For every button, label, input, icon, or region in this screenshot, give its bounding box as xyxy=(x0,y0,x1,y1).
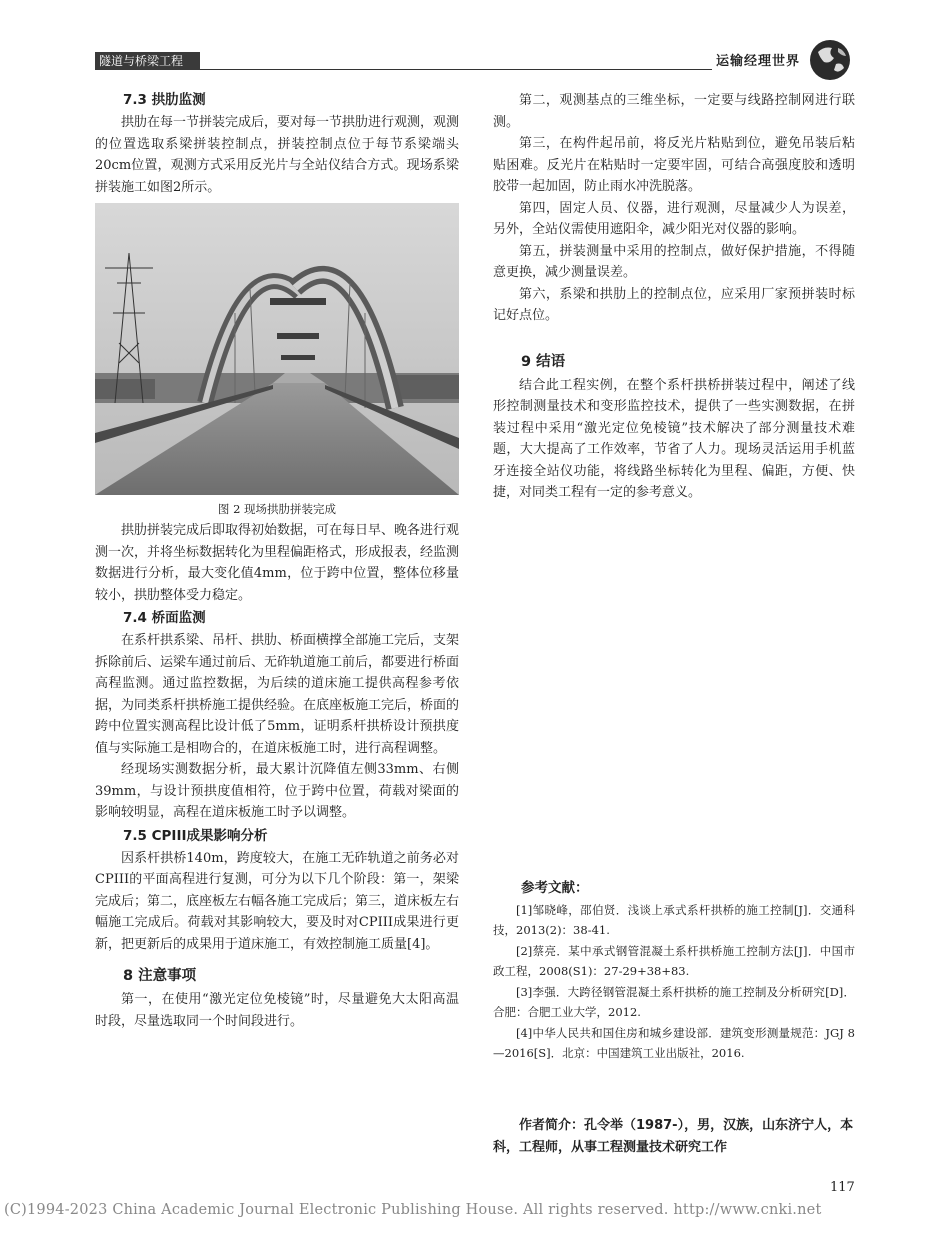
journal-name: 运输经理世界 xyxy=(716,54,801,69)
header-rule xyxy=(200,69,712,70)
section-7-4-paragraph-1: 在系杆拱系梁、吊杆、拱肋、桥面横撑全部施工完后，支架拆除前后、运梁车通过前后、无砟轨道施工前后，都要进行桥面高程监测。通过监控数据，为后续的道床施工提供高程参考依据，为同类系杆拱桥施工提供经验。在底座板施工完后，桥面的跨中位置实测高程比设计低了5mm，证明系杆拱桥设计预拱度值与实际施工是相吻合的，在道床板施工时，进行高程调整。 xyxy=(95,633,460,756)
reference-item: [2]蔡亮．某中承式钢管混凝土系杆拱桥施工控制方法[J]．中国市政工程，2008(S1)：27-29+38+83. xyxy=(493,944,855,978)
references-title: 参考文献： xyxy=(521,880,589,896)
section-8-paragraph-4: 第四，固定人员、仪器，进行观测，尽量减少人为误差，另外，全站仪需使用遮阳伞，减少阳光对仪器的影响。 xyxy=(493,200,855,237)
figure-2-bridge-photo xyxy=(95,203,459,495)
left-column-top xyxy=(95,88,459,198)
reference-item: [4]中华人民共和国住房和城乡建设部．建筑变形测量规范：JGJ 8—2016[S]．北京：中国建筑工业出版社，2016. xyxy=(493,1026,855,1060)
reference-item: [3]李强．大跨径钢管混凝土系杆拱桥的施工控制及分析研究[D]．合肥：合肥工业大学，2012. xyxy=(493,985,855,1019)
section-7-5-title: 7.5 CPIII成果影响分析 xyxy=(123,827,268,844)
journal-section-label: 隧道与桥梁工程 xyxy=(95,52,200,70)
section-9-paragraph-1: 结合此工程实例，在整个系杆拱桥拼装过程中，阐述了线形控制测量技术和变形监控技术，提供了一些实测数据，在拼装过程中采用“激光定位免棱镜”技术解决了部分测量技术难题，大大提高了工作效率，节省了人力。现场灵活运用手机蓝牙连接全站仪功能，将线路坐标转化为里程、偏距，方便、快捷，对同类工程有一定的参考意义。 xyxy=(493,377,855,500)
section-8-paragraph-6: 第六，系梁和拱肋上的控制点位，应采用厂家预拼装时标记好点位。 xyxy=(493,286,855,323)
section-7-3-paragraph-2: 拱肋拼装完成后即取得初始数据，可在每日早、晚各进行观测一次，并将坐标数据转化为里程偏距格式，形成报表，经监测数据进行分析，最大变化值4mm，位于跨中位置，整体位移量较小，拱肋整体受力稳定。 xyxy=(95,523,460,603)
section-8-title: 8 注意事项 xyxy=(123,968,197,984)
section-8-paragraph-1: 第一，在使用“激光定位免棱镜”时，尽量避免大太阳高温时段，尽量选取同一个时间段进行。 xyxy=(95,992,459,1029)
references-list xyxy=(493,901,855,1065)
left-column-bottom xyxy=(95,520,459,1032)
section-7-5-paragraph-1: 因系杆拱桥140m，跨度较大，在施工无砟轨道之前务必对CPIII的平面高程进行复测，可分为以下几个阶段：第一，架梁完成后；第二，底座板左右幅各施工完成后；第三，道床板左右幅施工完成后。荷载对其影响较大，要及时对CPIII成果进行更新，把更新后的成果用于道床施工，有效控制施工质量[4]。 xyxy=(95,850,460,952)
section-7-4-title: 7.4 桥面监测 xyxy=(123,610,206,626)
section-8-paragraph-3: 第三，在构件起吊前，将反光片粘贴到位，避免吊装后粘贴困难。反光片在粘贴时一定要牢固，可结合高强度胶和透明胶带一起加固，防止雨水冲洗脱落。 xyxy=(493,136,855,194)
section-7-3-title: 7.3 拱肋监测 xyxy=(123,92,206,108)
section-8-paragraph-2: 第二，观测基点的三维坐标，一定要与线路控制网进行联测。 xyxy=(493,93,855,130)
section-7-3-paragraph-1: 拱肋在每一节拼装完成后，要对每一节拱肋进行观测，观测的位置选取系梁拼装控制点，拼装控制点位于每节系梁端头20cm位置，观测方式采用反光片与全站仪结合方式。现场系梁拼装施工如图2所示。 xyxy=(95,115,460,195)
right-column xyxy=(493,90,855,504)
globe-logo-icon xyxy=(808,38,852,82)
author-bio: 作者简介：孔令举（1987-），男，汉族，山东济宁人，本科，工程师，从事工程测量技术研究工作 xyxy=(493,1118,854,1155)
section-7-4-paragraph-2: 经现场实测数据分析，最大累计沉降值左侧33mm、右侧39mm，与设计预拱度值相符，位于跨中位置，荷载对梁面的影响较明显，高程在道床板施工时予以调整。 xyxy=(95,762,459,820)
figure-2-caption: 图 2 现场拱肋拼装完成 xyxy=(217,502,337,516)
copyright-footer: (C)1994-2023 China Academic Journal Electronic Publishing House. All rights reserved. http://www.cnki.net xyxy=(4,1202,822,1218)
section-8-paragraph-5: 第五，拼装测量中采用的控制点，做好保护措施，不得随意更换，减少测量误差。 xyxy=(493,243,855,280)
page-number: 117 xyxy=(830,1180,855,1195)
section-9-title: 9 结语 xyxy=(521,353,566,370)
reference-item: [1]邹晓峰，邵伯贤．浅谈上承式系杆拱桥的施工控制[J]．交通科技，2013(2)：38-41. xyxy=(493,903,855,937)
